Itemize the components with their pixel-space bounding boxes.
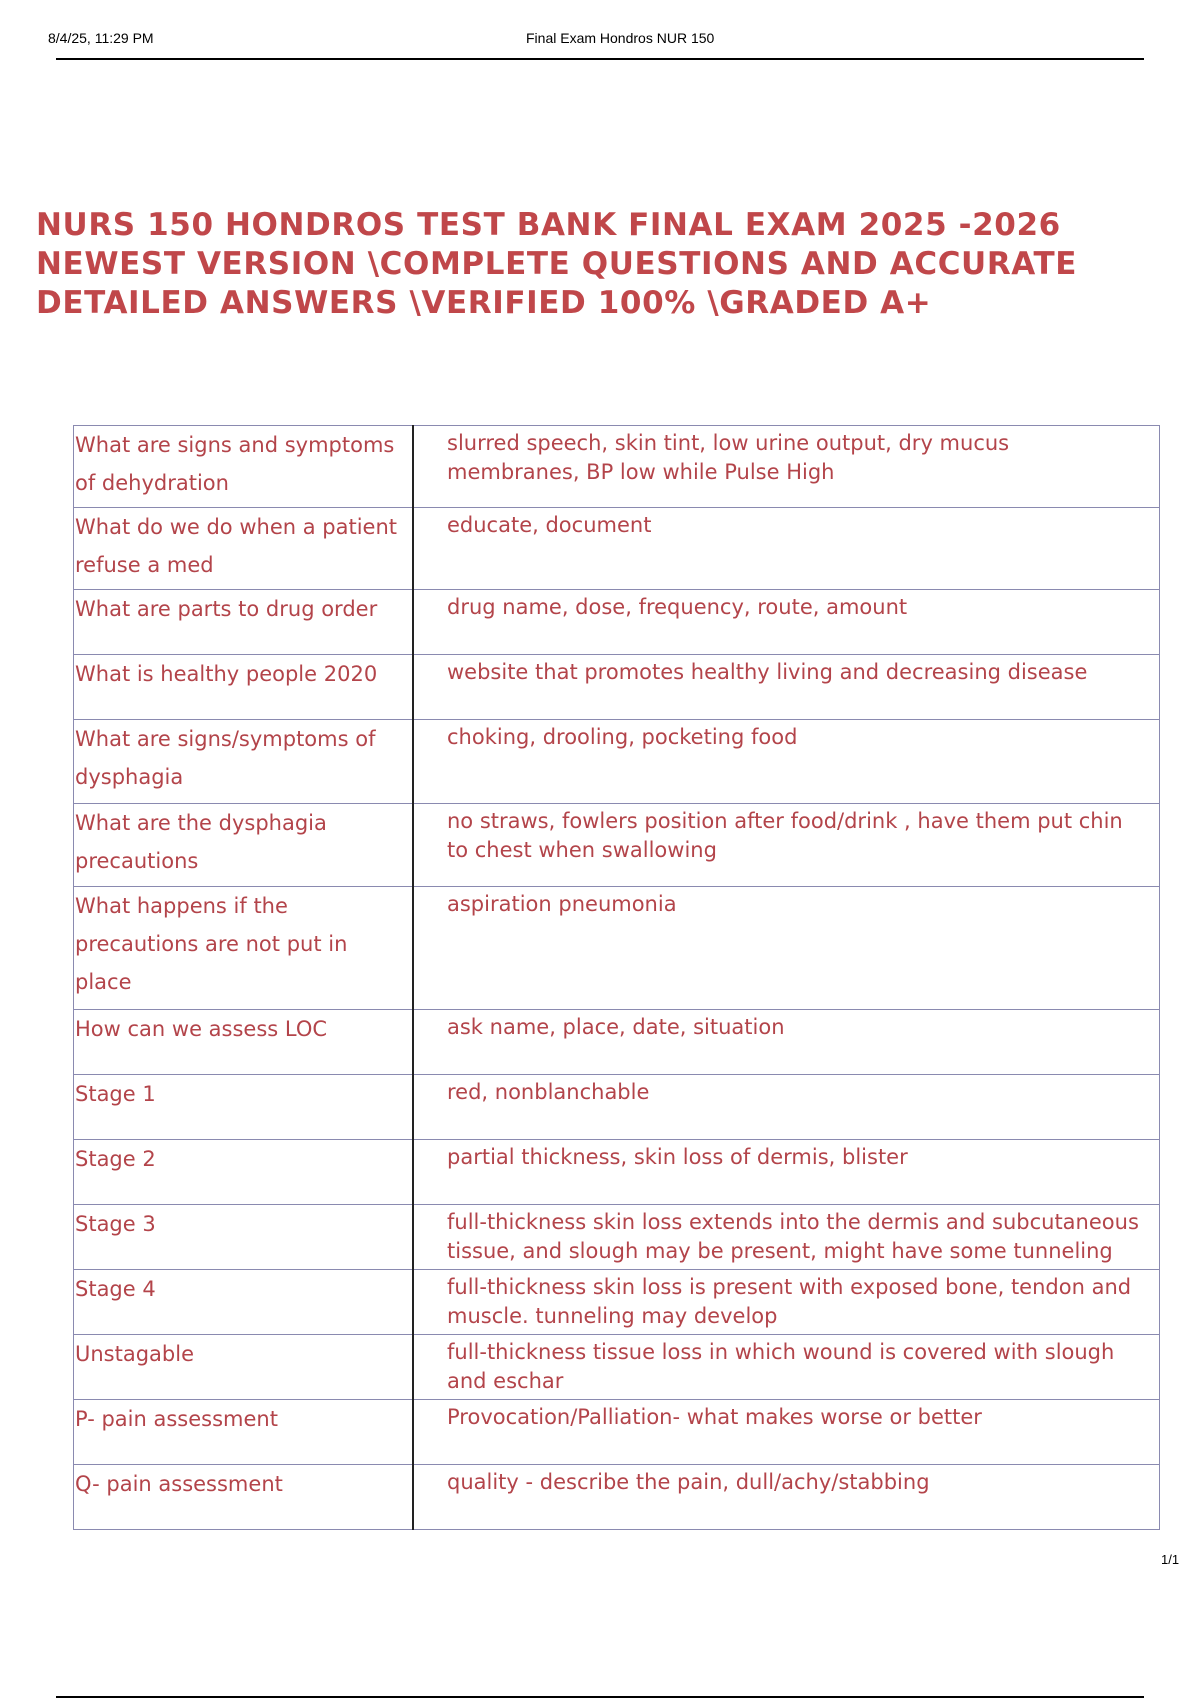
question-cell: What are parts to drug order <box>74 590 414 655</box>
print-datetime: 8/4/25, 11:29 PM <box>48 30 154 46</box>
question-cell: Q- pain assessment <box>74 1465 414 1530</box>
answer-cell: Provocation/Palliation- what makes worse or better <box>413 1400 1160 1465</box>
table-row <box>74 1465 1160 1530</box>
question-cell: What do we do when a patient refuse a med <box>74 508 414 590</box>
question-cell: What is healthy people 2020 <box>74 655 414 720</box>
table-row <box>74 1335 1160 1400</box>
qa-table <box>73 425 1160 1530</box>
answer-cell: full-thickness skin loss extends into the dermis and subcutaneous tissue, and slough may be present, might have some tunneling <box>413 1205 1160 1270</box>
answer-cell: full-thickness tissue loss in which wound is covered with slough and eschar <box>413 1335 1160 1400</box>
table-row <box>74 1400 1160 1465</box>
answer-cell: ask name, place, date, situation <box>413 1010 1160 1075</box>
question-cell: What are signs/symptoms of dysphagia <box>74 720 414 804</box>
question-cell: What are the dysphagia precautions <box>74 804 414 887</box>
question-cell: Stage 1 <box>74 1075 414 1140</box>
answer-cell: partial thickness, skin loss of dermis, blister <box>413 1140 1160 1205</box>
question-cell: What are signs and symptoms of dehydration <box>74 426 414 508</box>
table-row <box>74 1270 1160 1335</box>
answer-cell: educate, document <box>413 508 1160 590</box>
answer-cell: full-thickness skin loss is present with exposed bone, tendon and muscle. tunneling may develop <box>413 1270 1160 1335</box>
print-header <box>48 30 1144 60</box>
answer-cell: slurred speech, skin tint, low urine output, dry mucus membranes, BP low while Pulse High <box>413 426 1160 508</box>
answer-cell: aspiration pneumonia <box>413 887 1160 1010</box>
table-row <box>74 804 1160 887</box>
answer-cell: red, nonblanchable <box>413 1075 1160 1140</box>
question-cell: Stage 2 <box>74 1140 414 1205</box>
question-cell: How can we assess LOC <box>74 1010 414 1075</box>
table-row <box>74 1075 1160 1140</box>
answer-cell: no straws, fowlers position after food/drink , have them put chin to chest when swallowing <box>413 804 1160 887</box>
footer-divider <box>56 1696 1144 1698</box>
answer-cell: drug name, dose, frequency, route, amount <box>413 590 1160 655</box>
page-number: 1/1 <box>1161 1552 1180 1567</box>
table-row <box>74 655 1160 720</box>
table-row <box>74 887 1160 1010</box>
question-cell: Unstagable <box>74 1335 414 1400</box>
table-row <box>74 508 1160 590</box>
question-cell: What happens if the precautions are not put in place <box>74 887 414 1010</box>
table-row <box>74 720 1160 804</box>
question-cell: Stage 4 <box>74 1270 414 1335</box>
document-title: NURS 150 HONDROS TEST BANK FINAL EXAM 2025 -2026 NEWEST VERSION \COMPLETE QUESTIONS AND ACCURATE DETAILED ANSWERS \VERIFIED 100% \GRADED A+ <box>36 207 1078 321</box>
table-row <box>74 1140 1160 1205</box>
table-row <box>74 426 1160 508</box>
answer-cell: quality - describe the pain, dull/achy/stabbing <box>413 1465 1160 1530</box>
table-row <box>74 1010 1160 1075</box>
question-cell: P- pain assessment <box>74 1400 414 1465</box>
table-row <box>74 590 1160 655</box>
answer-cell: website that promotes healthy living and decreasing disease <box>413 655 1160 720</box>
print-page-title: Final Exam Hondros NUR 150 <box>526 30 715 46</box>
answer-cell: choking, drooling, pocketing food <box>413 720 1160 804</box>
question-cell: Stage 3 <box>74 1205 414 1270</box>
table-row <box>74 1205 1160 1270</box>
